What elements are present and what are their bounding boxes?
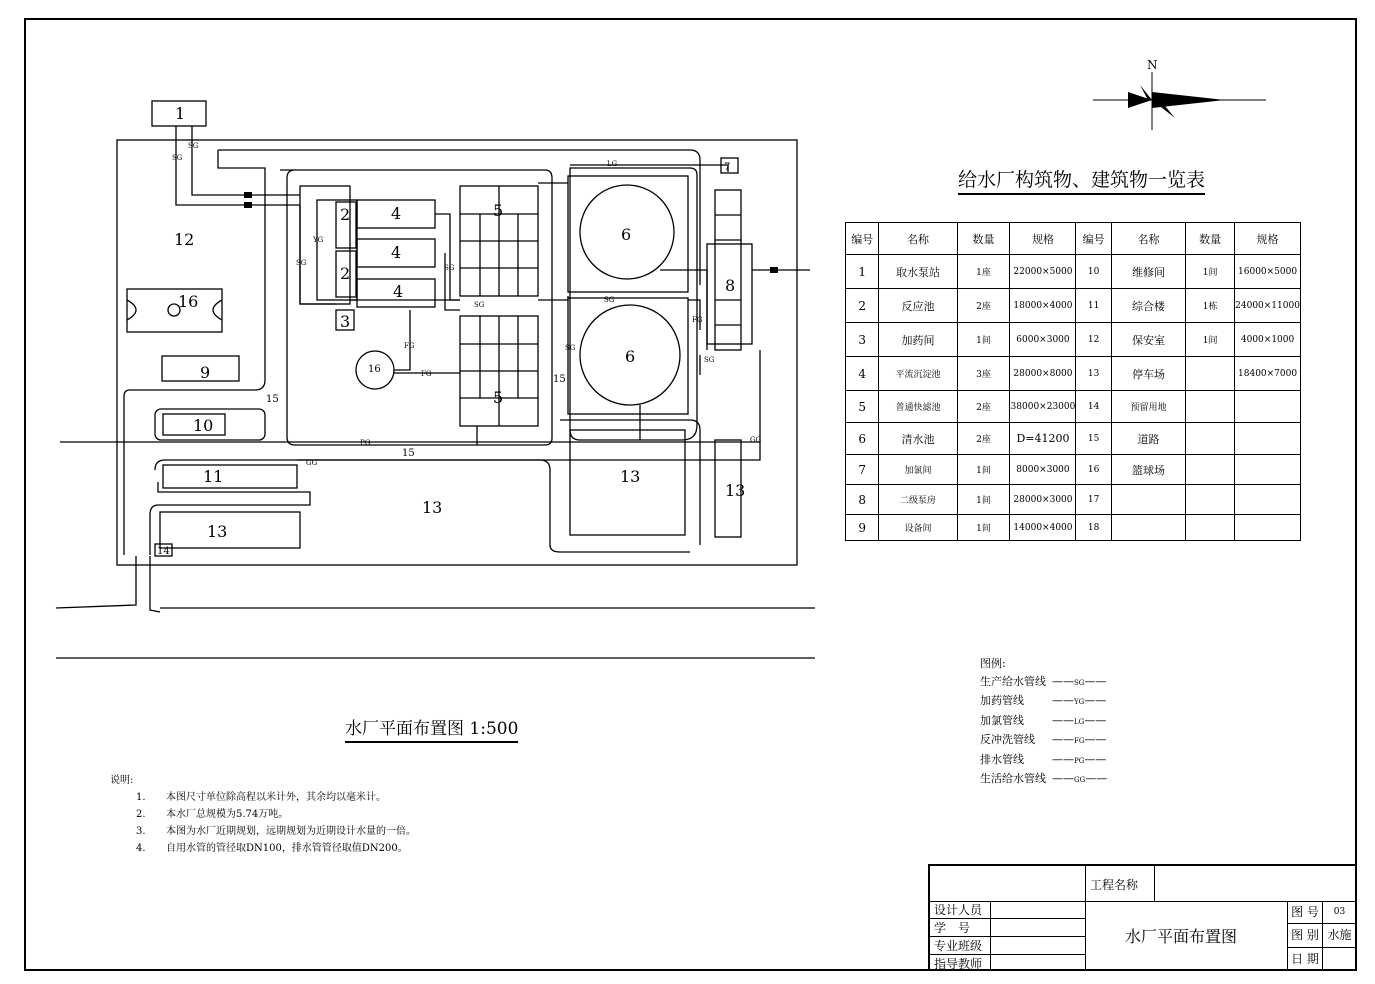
label-u1: 1	[175, 104, 186, 123]
legend-item: 加药管线 ——YG——	[980, 694, 1107, 707]
table-cell: 18400×7000	[1235, 357, 1301, 391]
valve-3	[770, 267, 778, 273]
pipe-label-pg: PG	[360, 439, 371, 447]
table-cell: 清水池	[879, 423, 957, 455]
table-row	[846, 423, 1301, 455]
label-u7: 7	[724, 162, 731, 173]
notes	[110, 772, 416, 857]
legend-item: 生产给水管线 ——SG——	[980, 674, 1107, 688]
label-u15c: 15	[553, 374, 566, 385]
table-row	[846, 391, 1301, 423]
table-header-row	[846, 223, 1301, 255]
label-u13b: 13	[422, 498, 443, 517]
table-cell	[1186, 455, 1235, 485]
category-label: 图 别	[1288, 924, 1323, 947]
pipe-label-sg8: SG	[704, 356, 715, 364]
note-item: 2. 本水厂总规模为5.74万吨。	[136, 809, 289, 820]
table-cell: 1间	[1186, 255, 1235, 289]
table-cell	[1111, 485, 1185, 515]
table-cell: 28000×3000	[1010, 485, 1076, 515]
table-row	[846, 323, 1301, 357]
advisor-label: 指导教师	[930, 955, 991, 971]
pipe-label-yg: YG	[313, 236, 324, 244]
table-cell: 1间	[1186, 323, 1235, 357]
header-cell: 名称	[879, 223, 957, 255]
north-label: N	[1147, 58, 1158, 72]
valve-1	[244, 192, 252, 198]
header-cell: 规格	[1235, 223, 1301, 255]
pipe-label-gg1: GG	[306, 459, 318, 467]
table-cell: 维修间	[1111, 255, 1185, 289]
pipe-label-sg7: SG	[565, 344, 576, 352]
label-u2a: 2	[340, 205, 351, 224]
table-cell: 7	[846, 455, 879, 485]
header-cell: 编号	[846, 223, 879, 255]
pipe-label-sg1: SG	[172, 154, 183, 162]
road-left	[124, 150, 265, 555]
table-cell: 13	[1076, 357, 1111, 391]
structures-table	[845, 222, 1301, 541]
table-cell: 加药间	[879, 323, 957, 357]
label-u8: 8	[725, 276, 736, 295]
title-block	[928, 864, 1357, 971]
pipe-label-gg2: GG	[750, 436, 762, 444]
label-u13a: 13	[207, 522, 228, 541]
parking-sw	[160, 512, 300, 548]
table-cell: 道路	[1111, 423, 1185, 455]
pipe-label-sg2: SG	[188, 142, 199, 150]
header-cell: 编号	[1076, 223, 1111, 255]
table-row	[846, 289, 1301, 323]
pipe-label-sg4: SG	[444, 264, 455, 272]
table-cell: 普通快滤池	[879, 391, 957, 423]
header-cell: 名称	[1111, 223, 1185, 255]
table-cell: D=41200	[1010, 423, 1076, 455]
table-cell: 17	[1076, 485, 1111, 515]
label-u13d: 13	[725, 481, 746, 500]
table-cell: 10	[1076, 255, 1111, 289]
header-cell: 数量	[957, 223, 1010, 255]
table-cell: 15	[1076, 423, 1111, 455]
reaction-tank-frame	[300, 186, 350, 304]
label-u12: 12	[174, 230, 195, 249]
label-u10: 10	[193, 416, 214, 435]
label-u16a: 16	[178, 292, 199, 311]
designer-label: 设计人员	[930, 901, 991, 918]
legend	[980, 655, 1107, 790]
table-cell: 2座	[957, 289, 1010, 323]
table-cell: 4000×1000	[1235, 323, 1301, 357]
basketball-court	[127, 289, 222, 332]
pipe-label-sg6: SG	[604, 296, 615, 304]
legend-item: 生活给水管线 ——GG——	[980, 772, 1108, 785]
table-cell	[1111, 515, 1185, 541]
table-row	[846, 515, 1301, 541]
table-cell: 平流沉淀池	[879, 357, 957, 391]
table-cell: 1	[846, 255, 879, 289]
label-u9: 9	[200, 363, 211, 382]
label-u14: 14	[157, 546, 170, 557]
table-cell: 16	[1076, 455, 1111, 485]
drawing-no: 03	[1333, 907, 1346, 917]
legend-item: 加氯管线 ——LG——	[980, 713, 1107, 727]
table-cell	[1186, 357, 1235, 391]
legend-item: 反冲洗管线 ——FG——	[980, 733, 1107, 746]
table-cell	[1186, 485, 1235, 515]
table-cell: 16000×5000	[1235, 255, 1301, 289]
pipe-label-sg3: SG	[296, 259, 307, 267]
table-title: 给水厂构筑物、建筑物一览表	[958, 165, 1205, 195]
road-clearwell-loop	[570, 168, 697, 440]
north-arrow-icon	[1093, 58, 1266, 130]
note-item: 1. 本图尺寸单位除高程以米计外，其余均以毫米计。	[136, 792, 386, 803]
label-u6b: 6	[625, 347, 636, 366]
office-building	[163, 465, 297, 488]
table-cell	[1186, 515, 1235, 541]
table-cell: 取水泵站	[879, 255, 957, 289]
pump-house-frame	[715, 190, 741, 350]
table-cell: 设备间	[879, 515, 957, 541]
student-id-label: 学 号	[930, 919, 991, 936]
road-south	[150, 482, 310, 555]
drawing-name: 水厂平面布置图	[1125, 927, 1238, 946]
label-u13c: 13	[620, 467, 641, 486]
table-cell: 二级泵房	[879, 485, 957, 515]
site-boundary	[117, 140, 797, 565]
table-cell: 3	[846, 323, 879, 357]
table-cell: 28000×8000	[1010, 357, 1076, 391]
table-cell: 停车场	[1111, 357, 1185, 391]
label-u16b: 16	[368, 364, 381, 375]
date-label: 日 期	[1288, 948, 1323, 970]
pipe-label-fg3: FG	[692, 316, 703, 324]
label-u4b: 4	[391, 243, 402, 262]
table-cell: 14000×4000	[1010, 515, 1076, 541]
label-u15a: 15	[266, 394, 279, 405]
table-cell	[1235, 423, 1301, 455]
pipe-label-sg5: SG	[474, 301, 485, 309]
note-item: 4. 自用水管的管径取DN100，排水管管径取值DN200。	[136, 843, 408, 854]
table-cell: 14	[1076, 391, 1111, 423]
table-cell: 反应池	[879, 289, 957, 323]
table-cell: 18000×4000	[1010, 289, 1076, 323]
label-u5b: 5	[493, 388, 504, 407]
legend-item: 排水管线 ——PG——	[980, 752, 1107, 766]
label-u11: 11	[203, 467, 224, 486]
table-cell	[1186, 391, 1235, 423]
label-u15b: 15	[402, 448, 415, 459]
table-cell: 9	[846, 515, 879, 541]
project-label: 工程名称	[1090, 878, 1139, 892]
table-cell	[1235, 485, 1301, 515]
table-cell: 6000×3000	[1010, 323, 1076, 357]
label-u4c: 4	[393, 282, 404, 301]
table-cell	[1235, 515, 1301, 541]
table-cell: 22000×5000	[1010, 255, 1076, 289]
label-u6a: 6	[621, 225, 632, 244]
drawing-title: 水厂平面布置图 1:500	[345, 714, 518, 743]
table-cell: 18	[1076, 515, 1111, 541]
table-cell: 8000×3000	[1010, 455, 1076, 485]
table-cell: 4	[846, 357, 879, 391]
pipe-label-fg2: FG	[421, 370, 432, 378]
table-cell: 保安室	[1111, 323, 1185, 357]
notes-title: 说明:	[110, 775, 134, 786]
table-cell: 1栋	[1186, 289, 1235, 323]
table-cell: 2座	[957, 391, 1010, 423]
table-cell: 24000×11000	[1235, 289, 1301, 323]
table-cell: 篮球场	[1111, 455, 1185, 485]
table-cell: 8	[846, 485, 879, 515]
label-u5a: 5	[493, 201, 504, 220]
table-row	[846, 455, 1301, 485]
table-cell	[1186, 423, 1235, 455]
pipe-label-lg: LG	[607, 160, 618, 168]
table-cell: 1间	[957, 485, 1010, 515]
table-cell	[1235, 455, 1301, 485]
label-u3: 3	[340, 312, 351, 331]
header-cell: 数量	[1186, 223, 1235, 255]
table-cell: 1间	[957, 515, 1010, 541]
table-cell: 6	[846, 423, 879, 455]
label-u4a: 4	[391, 204, 402, 223]
table-cell: 1座	[957, 255, 1010, 289]
table-cell: 12	[1076, 323, 1111, 357]
table-cell: 加氯间	[879, 455, 957, 485]
table-cell: 11	[1076, 289, 1111, 323]
table-cell: 2座	[957, 423, 1010, 455]
table-row	[846, 255, 1301, 289]
pipe-label-fg1: FG	[404, 342, 415, 350]
table-row	[846, 357, 1301, 391]
table-cell	[1235, 391, 1301, 423]
valve-2	[244, 202, 252, 208]
table-cell: 38000×23000	[1010, 391, 1076, 423]
table-cell: 1间	[957, 455, 1010, 485]
table-cell: 2	[846, 289, 879, 323]
note-item: 3. 本图为水厂近期规划，远期规划为近期设计水量的一倍。	[136, 826, 416, 837]
category: 水施	[1327, 928, 1352, 942]
class-label: 专业班级	[930, 937, 991, 954]
table-row	[846, 485, 1301, 515]
header-cell: 规格	[1010, 223, 1076, 255]
table-cell: 预留用地	[1111, 391, 1185, 423]
table-cell: 3座	[957, 357, 1010, 391]
table-cell: 综合楼	[1111, 289, 1185, 323]
label-u2b: 2	[340, 264, 351, 283]
drawing-no-label: 图 号	[1288, 901, 1323, 923]
table-cell: 5	[846, 391, 879, 423]
table-cell: 1间	[957, 323, 1010, 357]
legend-title: 图例:	[980, 657, 1006, 670]
